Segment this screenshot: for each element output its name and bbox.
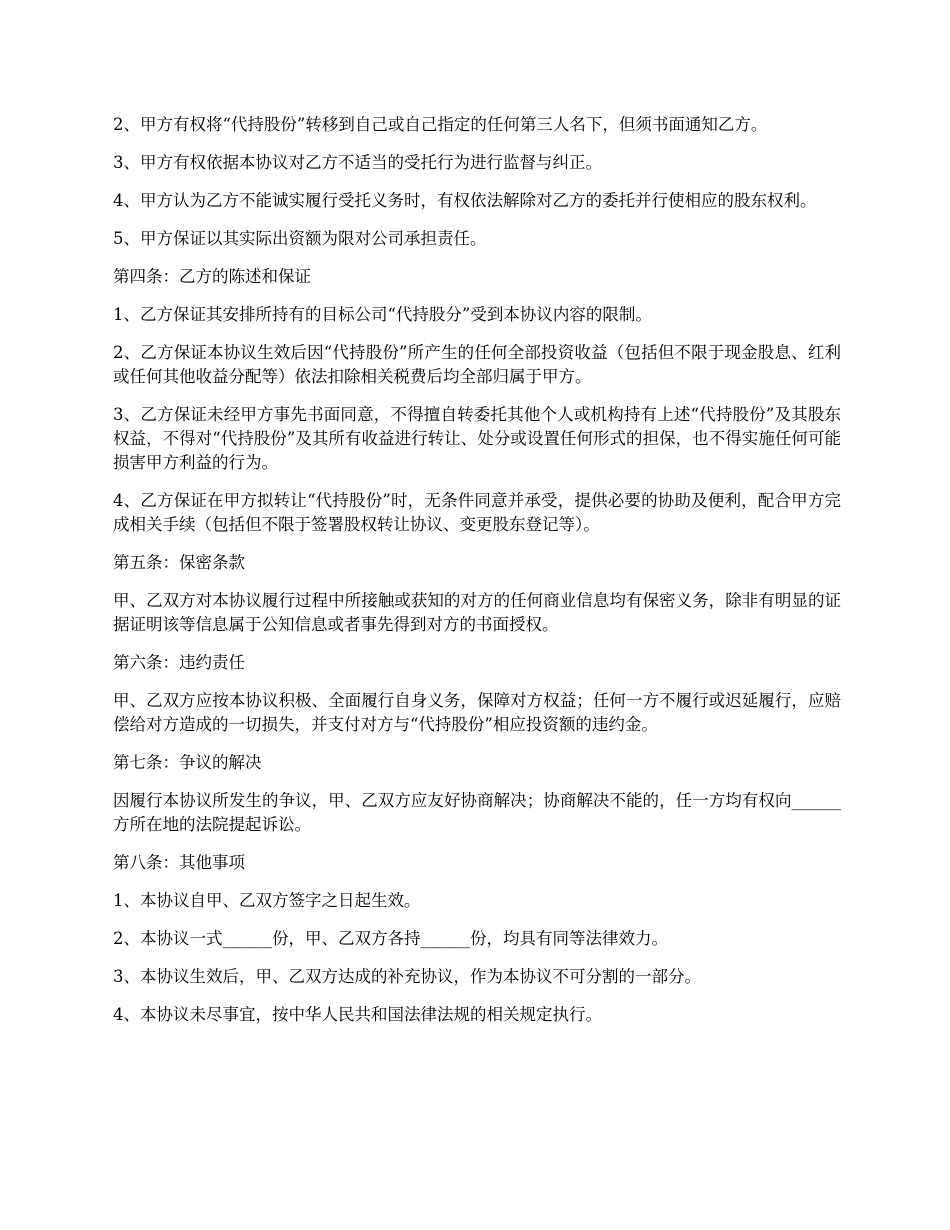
clause-3-item-3: 3、甲方有权依据本协议对乙方不适当的受托行为进行监督与纠正。 — [113, 153, 602, 172]
clause-6-body: 甲、乙双方应按本协议积极、全面履行自身义务，保障对方权益；任何一方不履行或迟延履行，应赔偿给对方造成的一切损失，并支付对方与“代持股份”相应投资额的违约金。 — [113, 691, 841, 734]
clause-5-body: 甲、乙双方对本协议履行过程中所接触或获知的对方的任何商业信息均有保密义务，除非有明显的证据证明该等信息属于公知信息或者事先得到对方的书面授权。 — [113, 591, 841, 634]
clause-4-heading: 第四条：乙方的陈述和保证 — [113, 267, 311, 286]
clause-3-item-2: 2、甲方有权将“代持股份”转移到自己或自己指定的任何第三人名下，但须书面通知乙方。 — [113, 115, 768, 134]
clause-7-body: 因履行本协议所发生的争议，甲、乙双方应友好协商解决；协商解决不能的，任一方均有权向______方所在地的法院提起诉讼。 — [113, 791, 841, 834]
clause-6-heading: 第六条：违约责任 — [113, 653, 245, 672]
clause-8-item-4: 4、本协议未尽事宜，按中华人民共和国法律法规的相关规定执行。 — [113, 1005, 602, 1024]
clause-4-item-2: 2、乙方保证本协议生效后因“代持股份”所产生的任何全部投资收益（包括但不限于现金股息、红利或任何其他收益分配等）依法扣除相关税费后均全部归属于甲方。 — [113, 343, 841, 386]
clause-5-heading: 第五条：保密条款 — [113, 553, 245, 572]
document-page — [113, 113, 841, 1041]
clause-8-item-3: 3、本协议生效后，甲、乙双方达成的补充协议，作为本协议不可分割的一部分。 — [113, 967, 701, 986]
clause-7-heading: 第七条：争议的解决 — [113, 753, 262, 772]
clause-4-item-3: 3、乙方保证未经甲方事先书面同意，不得擅自转委托其他个人或机构持有上述“代持股份”及其股东权益，不得对“代持股份”及其所有收益进行转让、处分或设置任何形式的担保，也不得实施任何可能损害甲方利益的行为。 — [113, 405, 841, 472]
clause-8-heading: 第八条：其他事项 — [113, 853, 245, 872]
clause-8-item-2: 2、本协议一式______份，甲、乙双方各持______份，均具有同等法律效力。 — [113, 929, 668, 948]
clause-4-item-1: 1、乙方保证其安排所持有的目标公司“代持股分”受到本协议内容的限制。 — [113, 305, 652, 324]
clause-3-item-4: 4、甲方认为乙方不能诚实履行受托义务时，有权依法解除对乙方的委托并行使相应的股东权利。 — [113, 191, 817, 210]
clause-8-item-1: 1、本协议自甲、乙双方签字之日起生效。 — [113, 891, 421, 910]
clause-3-item-5: 5、甲方保证以其实际出资额为限对公司承担责任。 — [113, 229, 487, 248]
clause-4-item-4: 4、乙方保证在甲方拟转让“代持股份”时，无条件同意并承受，提供必要的协助及便利，配合甲方完成相关手续（包括但不限于签署股权转让协议、变更股东登记等）。 — [113, 491, 841, 534]
